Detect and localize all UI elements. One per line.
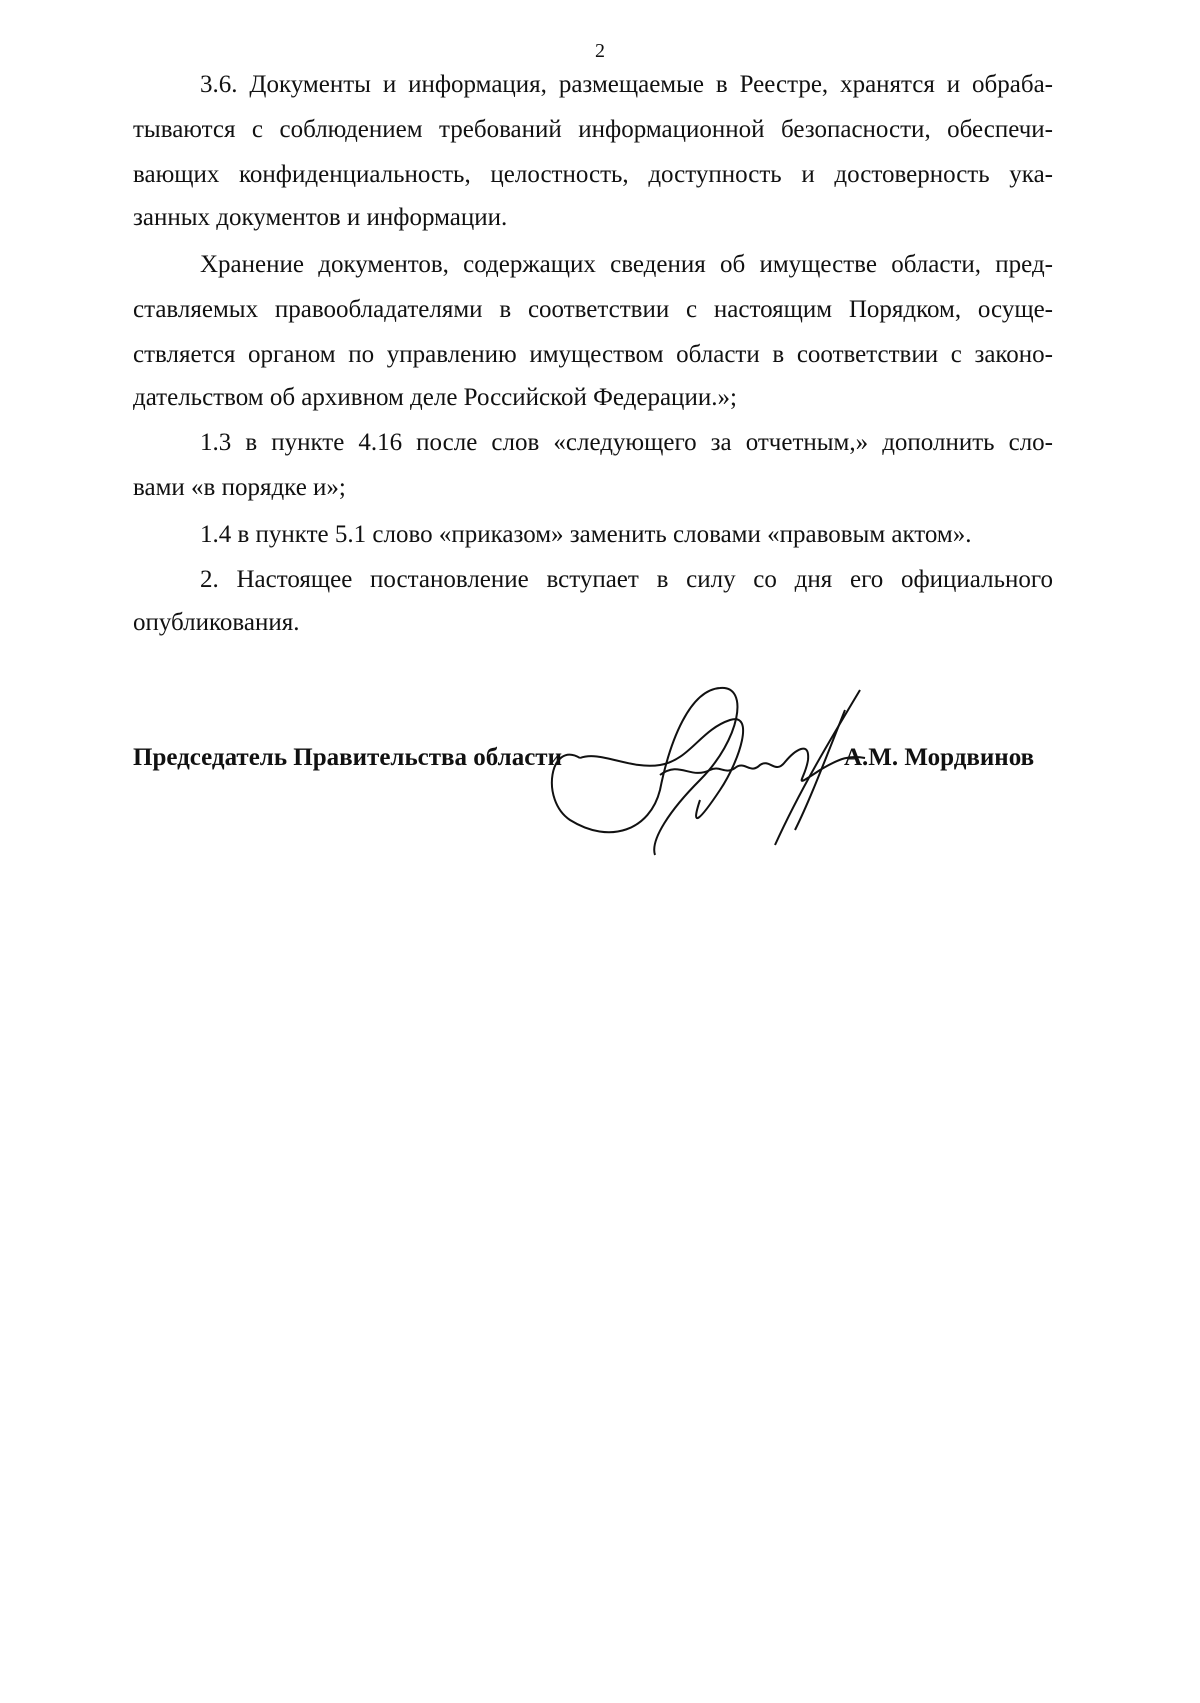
text-line: 2. Настоящее постановление вступает в силу со дня его официального	[200, 566, 1053, 593]
text-line: вами «в порядке и»;	[133, 474, 346, 501]
signatory-title: Председатель Правительства области	[133, 744, 562, 771]
text-line: 3.6. Документы и информация, размещаемые в Реестре, хранятся и обраба-	[200, 71, 1053, 98]
text-line: ставляемых правообладателями в соответствии с настоящим Порядком, осуще-	[133, 296, 1053, 323]
text-line: Хранение документов, содержащих сведения об имуществе области, пред-	[200, 251, 1053, 278]
text-line: 1.4 в пункте 5.1 слово «приказом» заменить словами «правовым актом».	[200, 521, 972, 548]
signatory-name: А.М. Мордвинов	[844, 744, 1035, 771]
text-line: дательством об архивном деле Российской Федерации.»;	[133, 384, 737, 411]
handwritten-signature	[540, 680, 880, 880]
text-line: занных документов и информации.	[133, 204, 508, 231]
page-number: 2	[595, 40, 605, 62]
text-line: 1.3 в пункте 4.16 после слов «следующего за отчетным,» дополнить сло-	[200, 429, 1053, 456]
text-line: тываются с соблюдением требований информационной безопасности, обеспечи-	[133, 116, 1053, 143]
text-line: вающих конфиденциальность, целостность, доступность и достоверность ука-	[133, 161, 1053, 188]
text-line: опубликования.	[133, 609, 300, 636]
text-line: ствляется органом по управлению имуществом области в соответствии с законо-	[133, 341, 1053, 368]
